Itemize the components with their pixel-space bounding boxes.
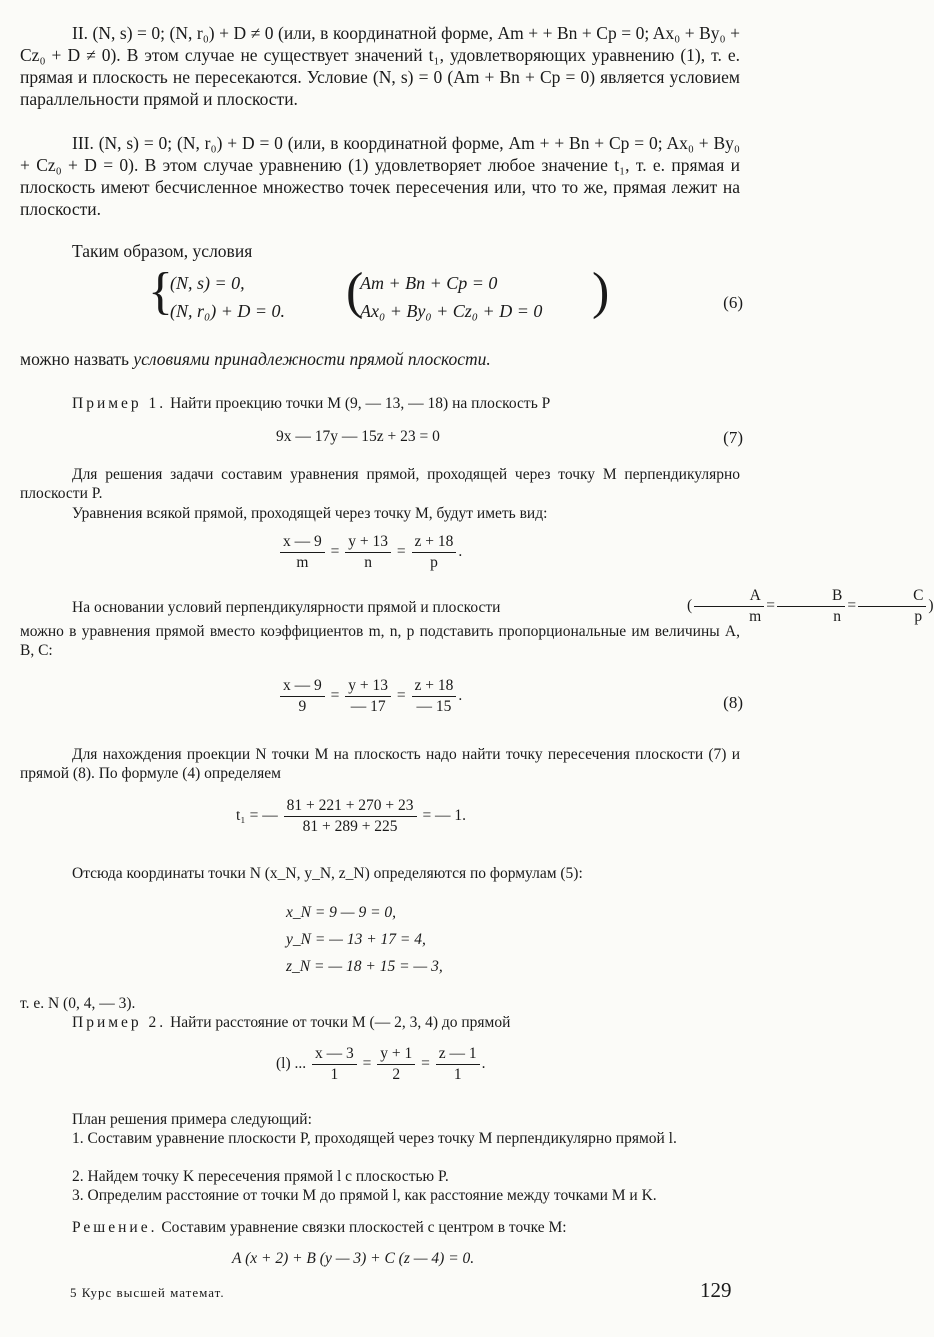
numerator: z + 18 [412,676,457,697]
case-two-paragraph: II. (N, s) = 0; (N, r₀) + D ≠ 0 (или, в координатной форме, Am + + Bn + Cp = 0; Ax₀ + By₀ + Cz₀ + D ≠ 0). В этом случае не существует значений t₁, удовлетворяющих уравнению (1), т. е. прямая и плоскость не пересекаются. Условие (N, s) = 0 (Am + Bn + Cp = 0) является условием параллельности прямой и плоскости. [20,23,740,109]
solution-paragraph [20,1218,740,1237]
denominator: n [833,608,842,625]
fraction [412,676,457,717]
numerator: y + 1 [377,1044,415,1065]
fraction [280,676,325,717]
system-left-line-2: (N, r₀) + D = 0. [170,301,286,321]
example-one-label: Пример 1. [72,395,167,412]
denominator: p [914,608,923,625]
xn-equation: x_N = 9 — 9 = 0, [286,904,397,921]
system-right-close-paren: ) [592,263,610,320]
plan-step-1: 1. Составим уравнение плоскости P, проходящей через точку M перпендикулярно прямой l. [72,1130,677,1147]
fraction [345,532,391,573]
numerator: C [858,586,926,607]
footer-signature: 5 Курс высшей математ. [70,1285,225,1300]
numerator: A [694,586,764,607]
line-l-prefix: (l) ... [276,1055,307,1073]
equation-7: 9x — 17y — 15z + 23 = 0 [276,428,440,445]
call-term: условиями принадлежности прямой плоскости. [133,349,491,369]
fraction [777,586,845,627]
fraction [312,1044,357,1085]
t1-equation [236,796,466,837]
bundle-equation: A (x + 2) + B (y — 3) + C (z — 4) = 0. [232,1250,475,1267]
perpendicularity-condition: ( $\frac{A}{m}$ = $\frac{B}{n}$ = $\frac{C}{p}$ ) [687,587,934,625]
solution-one-paragraph: Для решения задачи составим уравнения прямой, проходящей через точку M перпендикулярно плоскости P. [20,466,740,502]
example-one-text: Найти проекцию точки M (9, — 13, — 18) на плоскость P [170,395,551,412]
general-line-equation: $\frac{x — 9}{m}$ = $\frac{y + 13}{n}$ = $\frac{z + 18}{p}$ . [278,532,462,573]
numerator: z + 18 [412,532,457,553]
solution-text: Составим уравнение связки плоскостей с центром в точке M: [161,1219,567,1236]
example-two-text: Найти расстояние от точки M (— 2, 3, 4) до прямой [170,1014,511,1031]
plan-step-3: 3. Определим расстояние от точки M до прямой l, как расстояние между точками M и K. [72,1187,657,1204]
example-two-paragraph [20,1013,740,1032]
line-l-equation: (l) ... $\frac{x — 3}{1}$ = $\frac{y + 1}{2}$ = $\frac{z — 1}{1}$ . [276,1045,486,1083]
page-number: 129 [700,1278,732,1302]
find-projection-paragraph: Для нахождения проекции N точки M на плоскость надо найти точку пересечения плоскости (7) и прямой (8). По формуле (4) определяем [20,746,740,782]
yn-equation: y_N = — 13 + 17 = 4, [286,931,426,948]
denominator: 9 [298,698,307,715]
ie-line: т. е. N (0, 4, — 3). [20,995,136,1012]
denominator: 81 + 289 + 225 [302,818,398,835]
denominator: n [364,554,372,571]
denominator: 2 [392,1066,401,1083]
system-right-line-1: Am + Bn + Cp = 0 [360,273,498,293]
denominator: 1 [330,1066,339,1083]
fraction [436,1044,480,1085]
numerator: 81 + 221 + 270 + 23 [284,796,417,817]
plan-title: План решения примера следующий: [72,1111,312,1128]
denominator: — 15 [416,698,452,715]
denominator: p [430,554,438,571]
numerator: y + 13 [345,676,391,697]
system-right-line-2: Ax₀ + By₀ + Cz₀ + D = 0 [360,301,543,321]
fraction [858,586,926,627]
basis-text: На основании условий перпендикулярности прямой и плоскости [72,599,501,616]
t1-left: t₁ = — [236,807,278,825]
t1-right: = — 1. [422,807,467,825]
numerator: B [777,586,845,607]
fraction [345,676,391,717]
equation-8: $\frac{x — 9}{9}$ = $\frac{y + 13}{— 17}$ = $\frac{z + 18}{— 15}$ . [278,676,462,717]
fraction [694,586,764,627]
system-left-brace: { [148,263,173,320]
numerator: x — 3 [312,1044,357,1065]
equation-number-6: (6) [723,293,743,312]
denominator: 1 [453,1066,462,1083]
fraction [280,532,325,573]
basis-line [20,587,934,625]
solution-two-paragraph: Уравнения всякой прямой, проходящей через точку M, будут иметь вид: [72,505,548,522]
plan-step-2: 2. Найдем точку K пересечения прямой l с плоскостью P. [72,1168,449,1185]
case-three-paragraph: III. (N, s) = 0; (N, r₀) + D = 0 (или, в координатной форме, Am + + Bn + Cp = 0; Ax₀ + By₀ + Cz₀ + D = 0). В этом случае уравнению (1) удовлетворяет любое значение t₁, т. е. прямая и плоскость имеют бесчисленное множество точек пересечения или, что то же, прямая лежит на плоскости. [20,133,740,219]
system-right-open-paren: ( [346,263,364,320]
fraction [377,1044,415,1085]
call-paragraph [20,348,740,370]
denominator: — 17 [350,698,386,715]
numerator: x — 9 [280,676,325,697]
numerator: x — 9 [280,532,325,553]
example-one-paragraph [20,394,740,413]
fraction [284,796,417,837]
equation-number-7: (7) [723,428,743,447]
numerator: y + 13 [345,532,391,553]
solution-label: Решение. [72,1219,158,1236]
thus-paragraph: Таким образом, условия [72,241,253,261]
equation-number-8: (8) [723,693,743,712]
zn-equation: z_N = — 18 + 15 = — 3, [286,958,443,975]
system-left-line-1: (N, s) = 0, [170,273,245,293]
numerator: z — 1 [436,1044,480,1065]
call-prefix: можно назвать [20,349,129,369]
denominator: m [749,608,762,625]
example-two-label: Пример 2. [72,1014,167,1031]
coordinates-paragraph: Отсюда координаты точки N (x_N, y_N, z_N) определяются по формулам (5): [72,865,583,882]
basis-continuation: можно в уравнения прямой вместо коэффициентов m, n, p подставить пропорциональные им величины A, B, C: [20,623,740,659]
fraction [412,532,457,573]
denominator: m [296,554,309,571]
